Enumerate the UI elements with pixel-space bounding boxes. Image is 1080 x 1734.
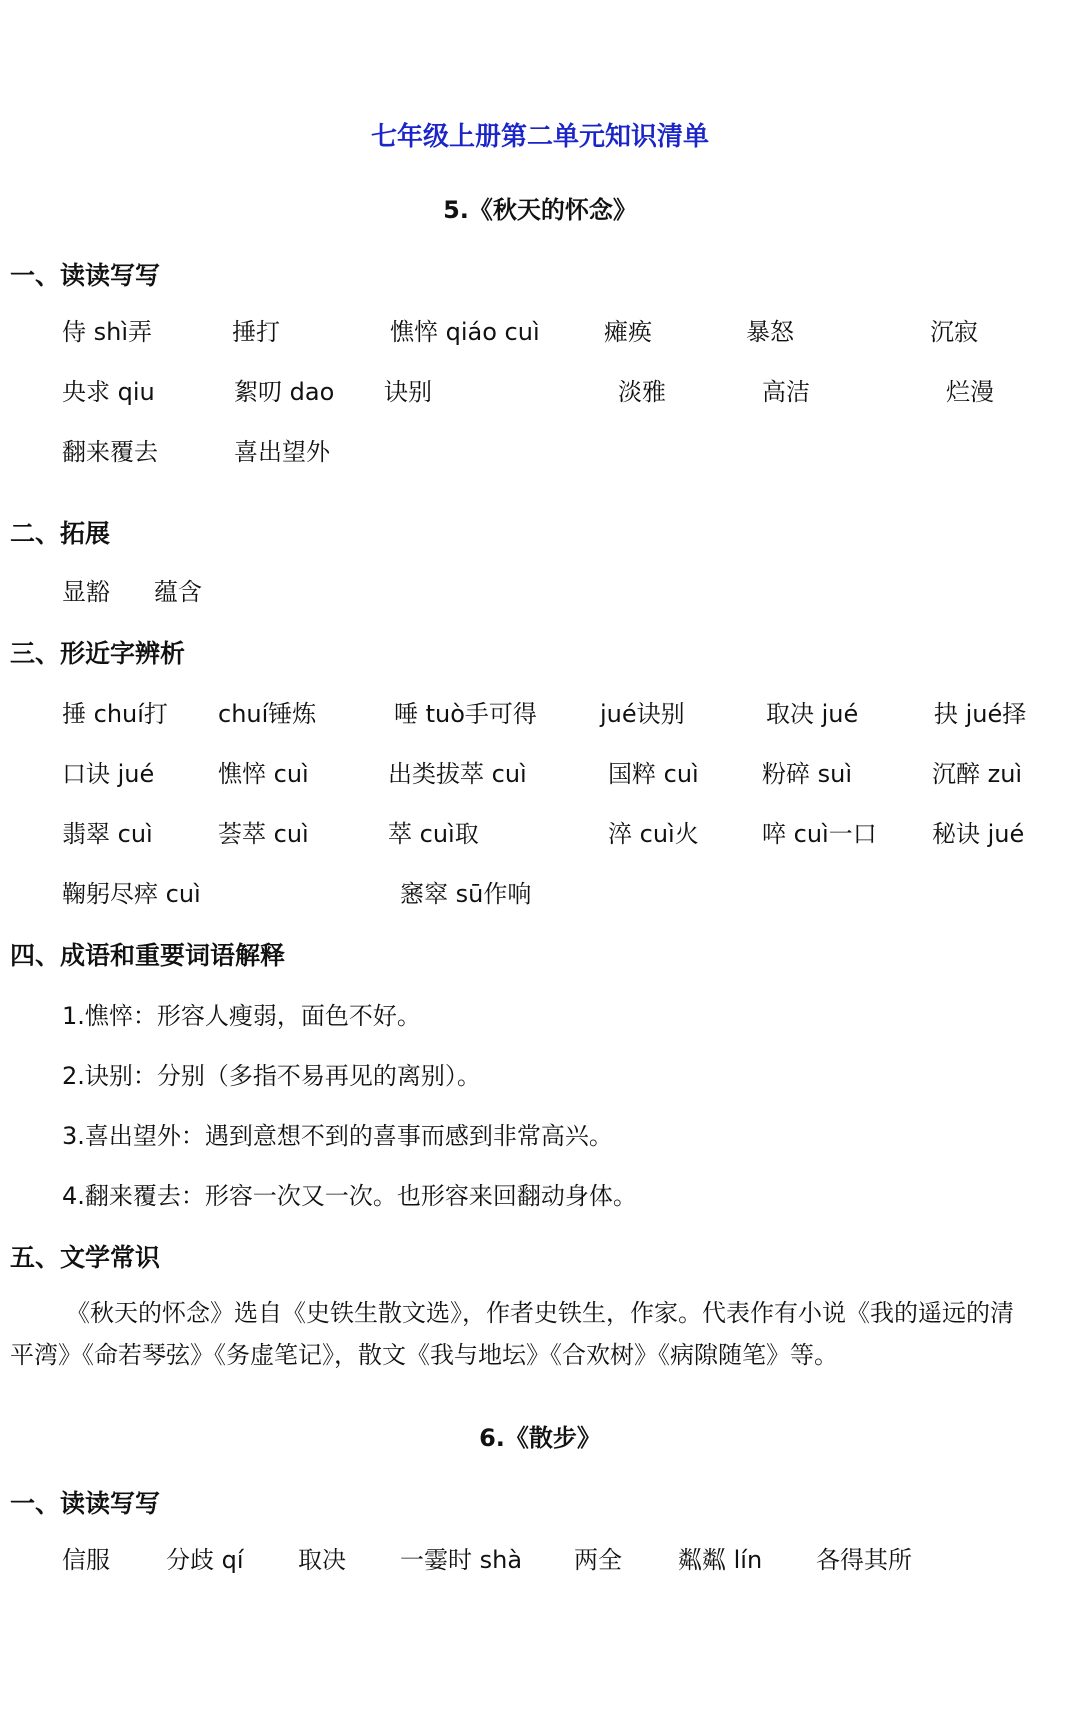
char-pair: jué诀别 <box>600 700 685 728</box>
vocab-word: 两全 <box>574 1546 622 1574</box>
vocab-word: 信服 <box>62 1546 110 1574</box>
section-idioms-title: 四、成语和重要词语解释 <box>10 941 286 970</box>
vocab-word: 喜出望外 <box>234 438 330 466</box>
vocab-word: 暴怒 <box>746 318 794 346</box>
vocab-word: 分歧 qí <box>166 1546 244 1574</box>
char-pair: 捶 chuí打 <box>62 700 168 728</box>
section-read-write-title: 一、读读写写 <box>10 1489 161 1518</box>
char-pair: 秘诀 jué <box>932 820 1025 848</box>
vocab-word: 沉寂 <box>930 318 978 346</box>
char-pair: 憔悴 cuì <box>218 760 309 788</box>
vocab-word: 翻来覆去 <box>62 438 158 466</box>
char-pair: 取决 jué <box>766 700 859 728</box>
section-read-write-title: 一、读读写写 <box>10 261 161 290</box>
char-pair: 口诀 jué <box>62 760 155 788</box>
vocab-word: 侍 shì弄 <box>62 318 153 346</box>
vocab-word: 憔悴 qiáo cuì <box>390 318 540 346</box>
lesson-5-heading: 5.《秋天的怀念》 <box>443 196 637 224</box>
vocab-word: 淡雅 <box>618 378 666 406</box>
char-pair: 翡翠 cuì <box>62 820 153 848</box>
char-pair: 淬 cuì火 <box>608 820 699 848</box>
vocab-word: 显豁 <box>62 578 110 606</box>
char-pair: 抉 jué择 <box>934 700 1027 728</box>
char-pair: 出类拔萃 cuì <box>388 760 527 788</box>
char-pair: 鞠躬尽瘁 cuì <box>62 880 201 908</box>
definition-item: 2.诀别：分别（多指不易再见的离别）。 <box>62 1062 481 1090</box>
char-pair: 萃 cuì取 <box>388 820 479 848</box>
char-pair: 窸窣 sū作响 <box>400 880 532 908</box>
char-pair: 荟萃 cuì <box>218 820 309 848</box>
section-similar-chars-title: 三、形近字辨析 <box>10 639 186 668</box>
vocab-word: 高洁 <box>762 378 810 406</box>
char-pair: 国粹 cuì <box>608 760 699 788</box>
section-extension-title: 二、拓展 <box>10 519 111 548</box>
vocab-word: 瘫痪 <box>604 318 652 346</box>
definition-item: 4.翻来覆去：形容一次又一次。也形容来回翻动身体。 <box>62 1182 637 1210</box>
lesson-6-heading: 6.《散步》 <box>479 1424 601 1452</box>
char-pair: 沉醉 zuì <box>932 760 1023 788</box>
vocab-word: 一霎时 shà <box>400 1546 523 1574</box>
char-pair: 唾 tuò手可得 <box>394 700 537 728</box>
definition-item: 1.憔悴：形容人瘦弱，面色不好。 <box>62 1002 421 1030</box>
literature-line-1: 《秋天的怀念》选自《史铁生散文选》，作者史铁生，作家。代表作有小说《我的遥远的清 <box>66 1299 1014 1327</box>
char-pair: 啐 cuì一口 <box>762 820 877 848</box>
vocab-word: 各得其所 <box>816 1546 912 1574</box>
literature-paragraph <box>10 1292 1072 1376</box>
char-pair: 粉碎 suì <box>762 760 853 788</box>
vocab-word: 取决 <box>298 1546 346 1574</box>
vocab-word: 烂漫 <box>946 378 994 406</box>
vocab-word: 诀别 <box>384 378 432 406</box>
section-literature-title: 五、文学常识 <box>10 1243 161 1272</box>
literature-line-2: 平湾》《命若琴弦》《务虚笔记》，散文《我与地坛》《合欢树》《病隙随笔》等。 <box>10 1341 838 1369</box>
vocab-word: 粼粼 lín <box>678 1546 763 1574</box>
definition-item: 3.喜出望外：遇到意想不到的喜事而感到非常高兴。 <box>62 1122 613 1150</box>
page-title: 七年级上册第二单元知识清单 <box>370 122 709 152</box>
char-pair: chuí锤炼 <box>218 700 317 728</box>
vocab-word: 央求 qiu <box>62 378 155 406</box>
vocab-word: 捶打 <box>232 318 280 346</box>
vocab-word: 蕴含 <box>154 578 202 606</box>
vocab-word: 絮叨 dao <box>234 378 335 406</box>
